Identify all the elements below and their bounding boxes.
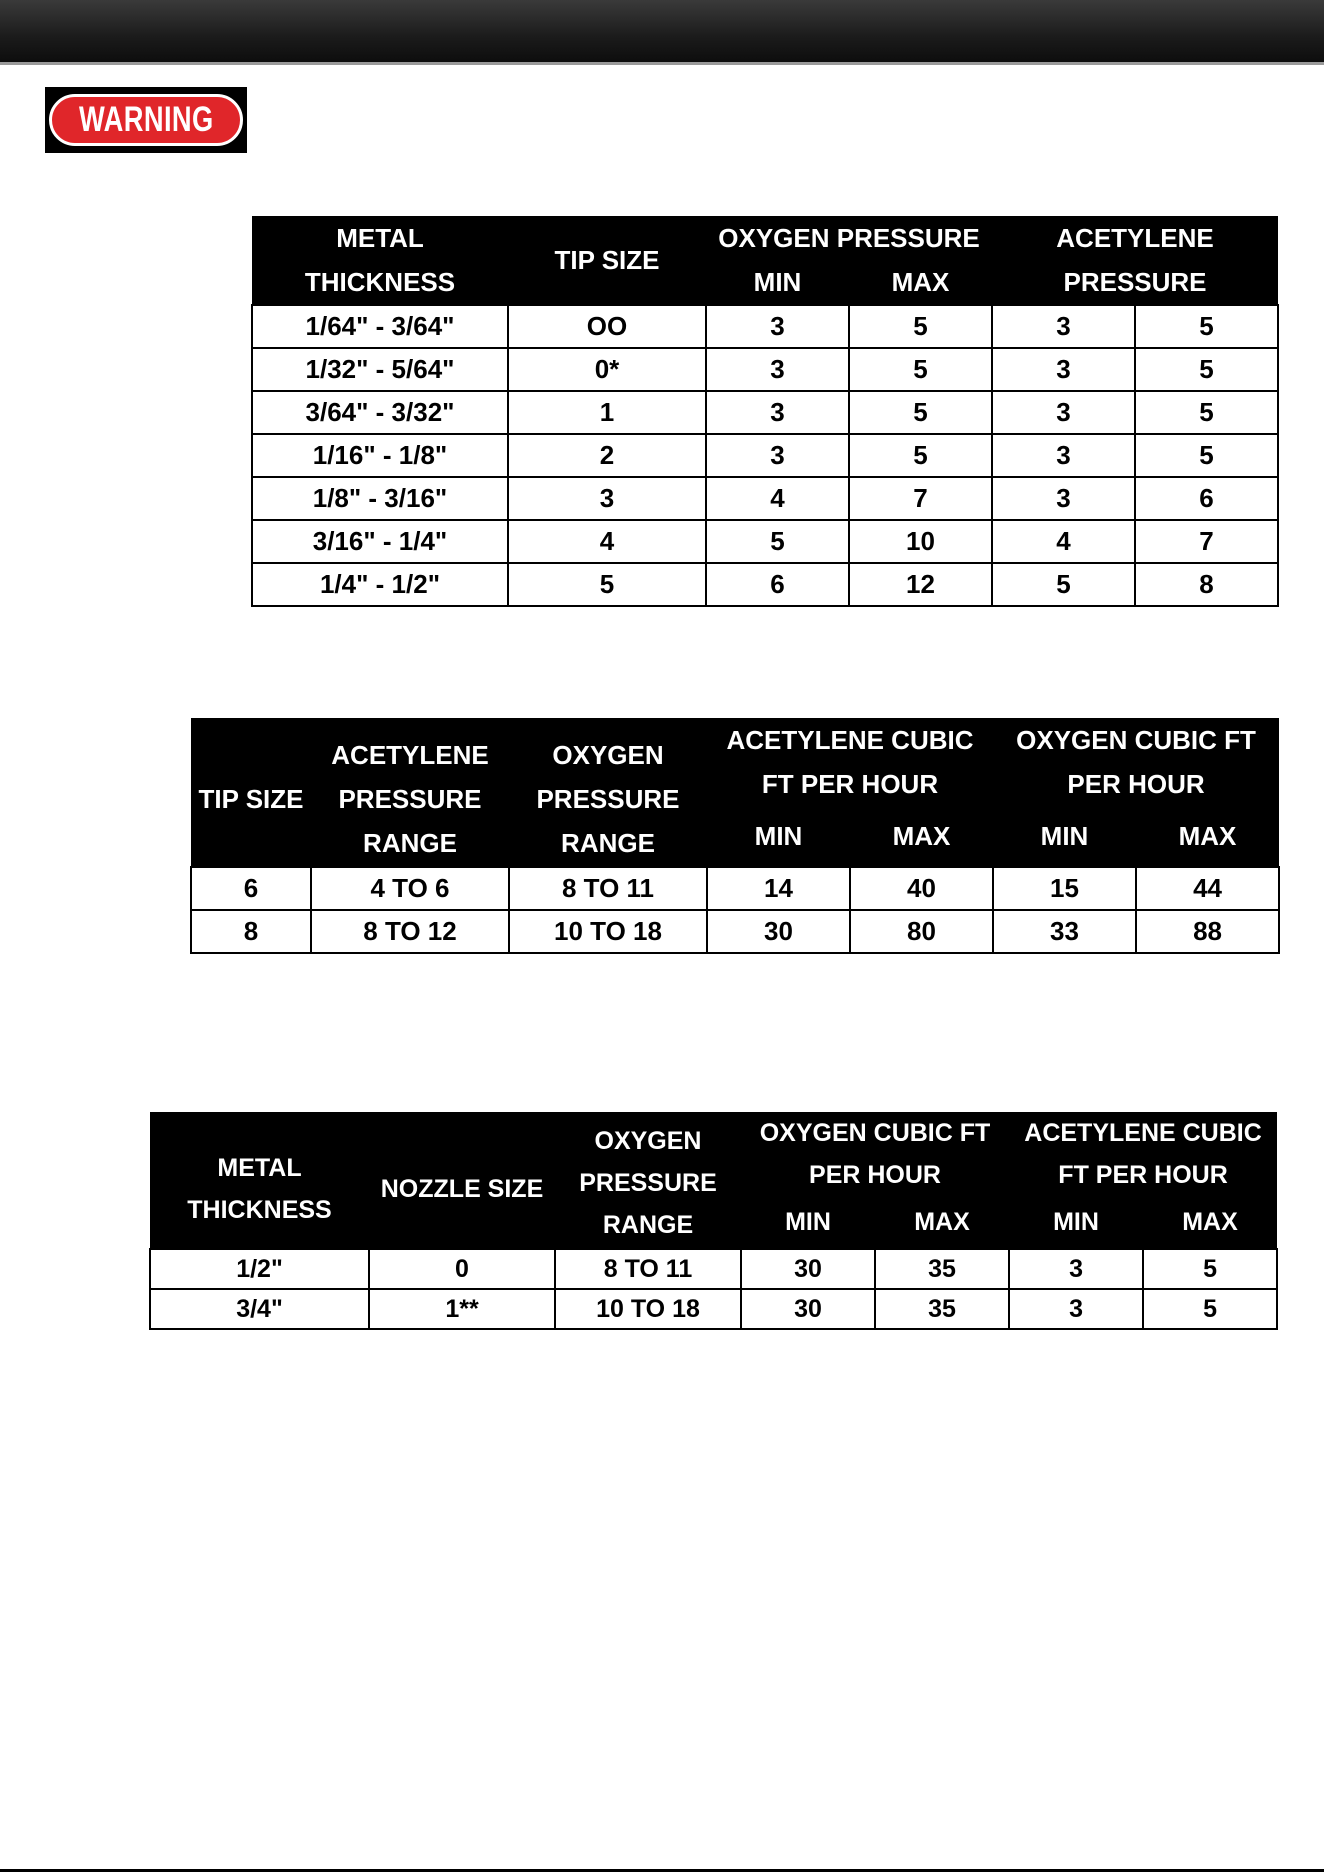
warning-badge bbox=[45, 87, 247, 153]
header-line: PRESSURE bbox=[536, 784, 680, 814]
table-row bbox=[191, 910, 1279, 953]
cell: 40 bbox=[850, 867, 993, 910]
cell: 5 bbox=[508, 563, 706, 606]
header-metal-thickness bbox=[252, 216, 508, 305]
cell: 2 bbox=[508, 434, 706, 477]
cell: 3/4" bbox=[150, 1289, 369, 1329]
cell: 8 TO 11 bbox=[555, 1249, 741, 1289]
header-line: METAL bbox=[336, 223, 424, 253]
cell: 6 bbox=[1135, 477, 1278, 520]
cell: 3 bbox=[706, 305, 849, 348]
cell: 35 bbox=[875, 1289, 1009, 1329]
cell: 5 bbox=[1135, 391, 1278, 434]
cell: 5 bbox=[1135, 348, 1278, 391]
table-row bbox=[252, 391, 1278, 434]
cell: 10 bbox=[849, 520, 992, 563]
table-row bbox=[252, 305, 1278, 348]
cell: 3/16" - 1/4" bbox=[252, 520, 508, 563]
header-max: MAX bbox=[875, 1196, 1009, 1249]
header-oxygen-cfh bbox=[993, 718, 1279, 806]
header-tip-size: TIP SIZE bbox=[191, 718, 311, 867]
table-row bbox=[252, 520, 1278, 563]
heating-tip-table bbox=[190, 718, 1280, 954]
header-min: MIN bbox=[706, 260, 849, 305]
header-line: OXYGEN CUBIC FT bbox=[759, 1119, 991, 1147]
cell: 3/64" - 3/32" bbox=[252, 391, 508, 434]
cell: 6 bbox=[191, 867, 311, 910]
cell: 4 bbox=[706, 477, 849, 520]
cell: 5 bbox=[1143, 1289, 1277, 1329]
cell: 1/64" - 3/64" bbox=[252, 305, 508, 348]
cell: 1/8" - 3/16" bbox=[252, 477, 508, 520]
cell: 5 bbox=[1135, 434, 1278, 477]
cell: 8 TO 12 bbox=[311, 910, 509, 953]
cell: 3 bbox=[706, 391, 849, 434]
header-oxygen-cfh bbox=[741, 1112, 1009, 1196]
header-line: RANGE bbox=[561, 828, 655, 858]
cell: 14 bbox=[707, 867, 850, 910]
header-nozzle-size: NOZZLE SIZE bbox=[369, 1112, 555, 1249]
cell: 3 bbox=[992, 391, 1135, 434]
header-line: PER HOUR bbox=[809, 1161, 941, 1189]
cell: 3 bbox=[706, 434, 849, 477]
header-bar bbox=[0, 0, 1324, 65]
table-row bbox=[150, 1249, 1277, 1289]
header-line: PER HOUR bbox=[1067, 769, 1205, 799]
cell: 6 bbox=[706, 563, 849, 606]
table-row bbox=[191, 867, 1279, 910]
cell: 5 bbox=[849, 391, 992, 434]
table-row bbox=[150, 1289, 1277, 1329]
cell: 5 bbox=[1143, 1249, 1277, 1289]
table-row bbox=[252, 434, 1278, 477]
header-line: ACETYLENE bbox=[331, 740, 489, 770]
cell: 1/2" bbox=[150, 1249, 369, 1289]
cell: 15 bbox=[993, 867, 1136, 910]
cell: 3 bbox=[508, 477, 706, 520]
cell: 5 bbox=[1135, 305, 1278, 348]
header-min: MIN bbox=[707, 806, 850, 867]
header-line: THICKNESS bbox=[304, 267, 456, 297]
header-line: OXYGEN bbox=[594, 1127, 702, 1155]
header-max: MAX bbox=[850, 806, 993, 867]
header-max: MAX bbox=[849, 260, 992, 305]
cell: 5 bbox=[849, 348, 992, 391]
header-acetylene-pressure-line2: PRESSURE bbox=[992, 260, 1278, 305]
cell: 5 bbox=[849, 305, 992, 348]
cell: 10 TO 18 bbox=[555, 1289, 741, 1329]
table-row bbox=[252, 348, 1278, 391]
warning-pill bbox=[49, 94, 243, 146]
cell: 44 bbox=[1136, 867, 1279, 910]
header-line: OXYGEN bbox=[552, 740, 664, 770]
header-oxygen-pressure-range bbox=[555, 1112, 741, 1249]
header-line: ACETYLENE CUBIC bbox=[726, 725, 974, 755]
cell: 1/4" - 1/2" bbox=[252, 563, 508, 606]
cell: 30 bbox=[741, 1249, 875, 1289]
cell: 5 bbox=[849, 434, 992, 477]
header-oxygen-pressure-range bbox=[509, 718, 707, 867]
table-row bbox=[252, 563, 1278, 606]
header-acetylene-cfh bbox=[707, 718, 993, 806]
header-line: PRESSURE bbox=[338, 784, 482, 814]
cell: 7 bbox=[849, 477, 992, 520]
header-line: OXYGEN CUBIC FT bbox=[1016, 725, 1256, 755]
header-acetylene-cfh bbox=[1009, 1112, 1277, 1196]
cell: 3 bbox=[992, 305, 1135, 348]
cell: 1 bbox=[508, 391, 706, 434]
cell: 3 bbox=[992, 477, 1135, 520]
cell: 1/16" - 1/8" bbox=[252, 434, 508, 477]
cell: 4 TO 6 bbox=[311, 867, 509, 910]
cell: 8 bbox=[1135, 563, 1278, 606]
cell: 1/32" - 5/64" bbox=[252, 348, 508, 391]
header-acetylene-pressure-line1: ACETYLENE bbox=[992, 216, 1278, 260]
cell: 3 bbox=[1009, 1289, 1143, 1329]
cell: 8 TO 11 bbox=[509, 867, 707, 910]
cell: 5 bbox=[992, 563, 1135, 606]
cell: 30 bbox=[707, 910, 850, 953]
cell: 4 bbox=[992, 520, 1135, 563]
cell: 35 bbox=[875, 1249, 1009, 1289]
header-min: MIN bbox=[741, 1196, 875, 1249]
header-line: THICKNESS bbox=[187, 1196, 332, 1224]
header-line: RANGE bbox=[363, 828, 457, 858]
nozzle-table bbox=[149, 1112, 1278, 1330]
header-min: MIN bbox=[1009, 1196, 1143, 1249]
header-max: MAX bbox=[1143, 1196, 1277, 1249]
cell: 88 bbox=[1136, 910, 1279, 953]
cell: 1** bbox=[369, 1289, 555, 1329]
cell: 5 bbox=[706, 520, 849, 563]
tip-pressure-table bbox=[251, 216, 1279, 607]
cell: 10 TO 18 bbox=[509, 910, 707, 953]
cell: 7 bbox=[1135, 520, 1278, 563]
header-metal-thickness bbox=[150, 1112, 369, 1249]
cell: 12 bbox=[849, 563, 992, 606]
header-line: ACETYLENE CUBIC bbox=[1024, 1119, 1262, 1147]
header-line: METAL bbox=[217, 1154, 302, 1182]
header-line: PRESSURE bbox=[579, 1169, 717, 1197]
warning-label: WARNING bbox=[78, 100, 214, 139]
cell: OO bbox=[508, 305, 706, 348]
header-acetylene-pressure-range bbox=[311, 718, 509, 867]
cell: 33 bbox=[993, 910, 1136, 953]
cell: 30 bbox=[741, 1289, 875, 1329]
header-line: FT PER HOUR bbox=[1058, 1161, 1228, 1189]
table-row bbox=[252, 477, 1278, 520]
cell: 3 bbox=[706, 348, 849, 391]
cell: 3 bbox=[1009, 1249, 1143, 1289]
cell: 3 bbox=[992, 434, 1135, 477]
header-line: RANGE bbox=[602, 1211, 694, 1239]
cell: 8 bbox=[191, 910, 311, 953]
cell: 4 bbox=[508, 520, 706, 563]
header-tip-size: TIP SIZE bbox=[508, 216, 706, 305]
header-line: FT PER HOUR bbox=[761, 769, 939, 799]
header-oxygen-pressure: OXYGEN PRESSURE bbox=[706, 216, 992, 260]
cell: 0 bbox=[369, 1249, 555, 1289]
header-max: MAX bbox=[1136, 806, 1279, 867]
cell: 0* bbox=[508, 348, 706, 391]
cell: 3 bbox=[992, 348, 1135, 391]
cell: 80 bbox=[850, 910, 993, 953]
header-min: MIN bbox=[993, 806, 1136, 867]
